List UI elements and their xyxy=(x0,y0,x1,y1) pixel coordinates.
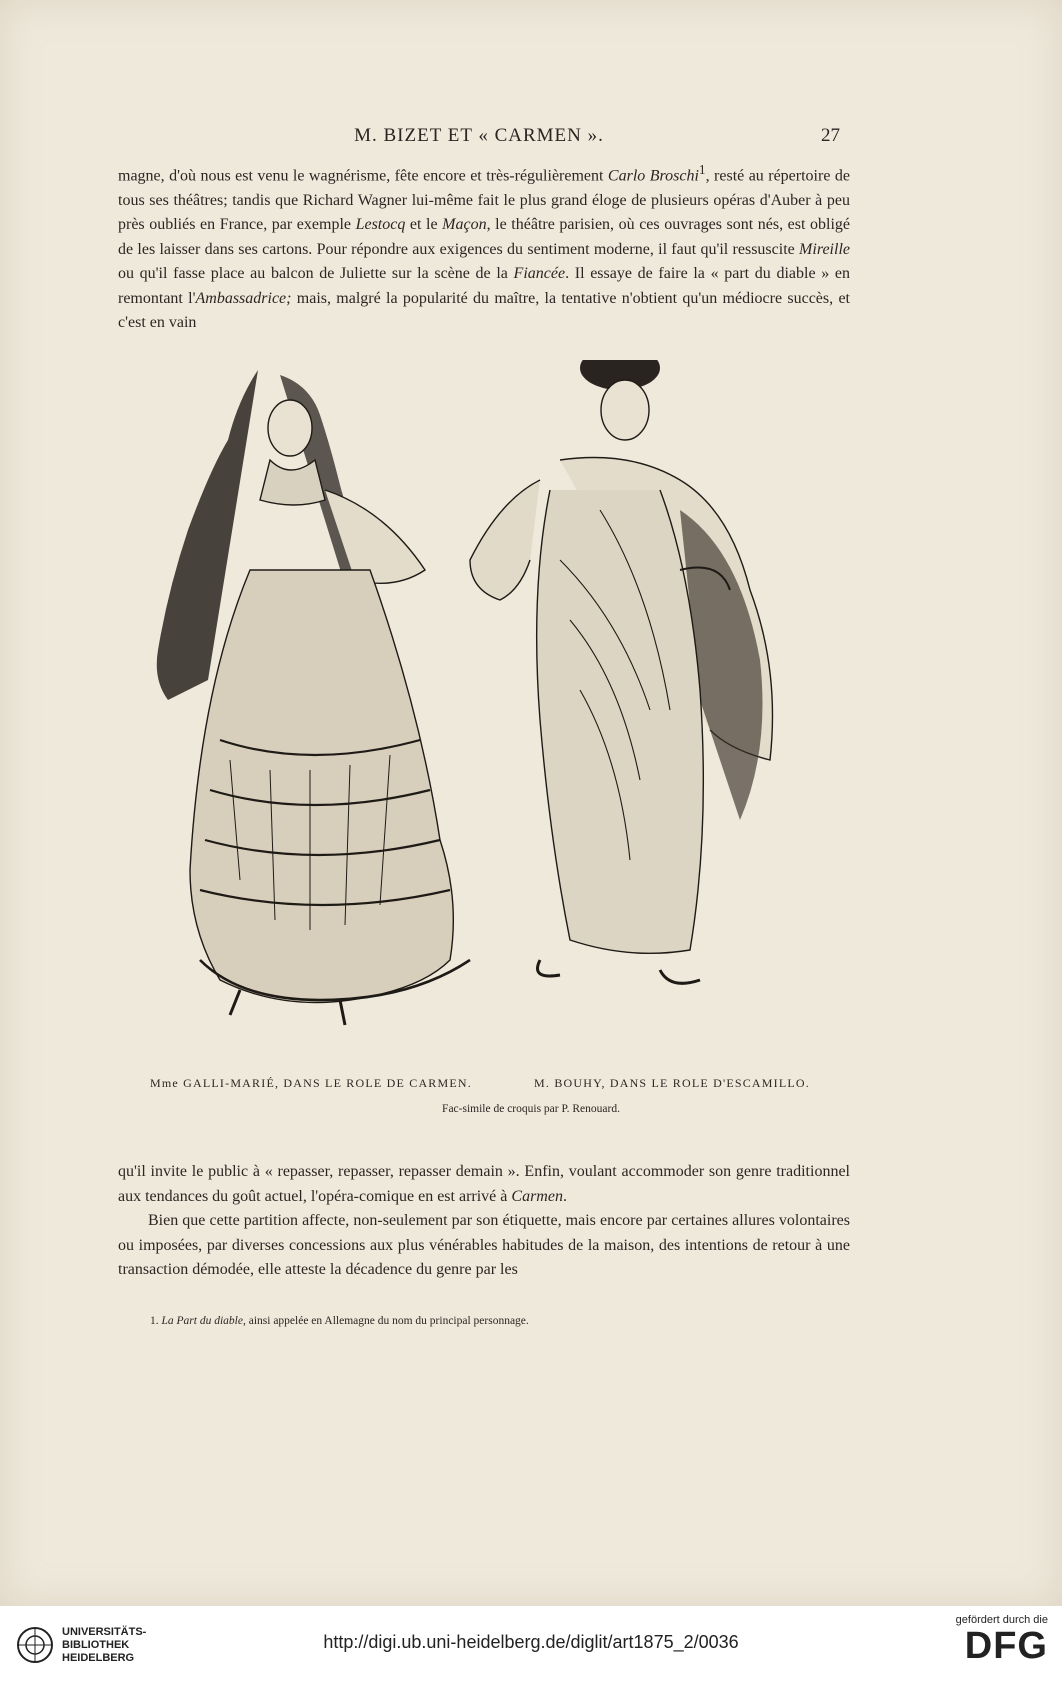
carmen-figure xyxy=(157,370,470,1025)
page-header xyxy=(118,125,840,149)
sponsor-label: gefördert durch die xyxy=(955,1614,1048,1626)
footnote-title: La Part du diable xyxy=(161,1315,243,1327)
italic-title: Maçon xyxy=(442,216,487,234)
text-run: . Il essaye de faire la « part du diable » en remontant l' xyxy=(118,265,850,307)
page-number: 27 xyxy=(821,125,840,146)
text-run: et le xyxy=(405,216,443,234)
illustration xyxy=(140,360,840,1060)
italic-title: Fiancée xyxy=(513,265,566,283)
paragraph-2 xyxy=(118,1160,850,1209)
figures-sketch xyxy=(140,360,840,1060)
paragraph-1 xyxy=(118,158,850,336)
institution-line: BIBLIOTHEK xyxy=(62,1639,130,1651)
italic-title: Mireille xyxy=(799,240,850,258)
text-run: ou qu'il fasse place au balcon de Juliette sur la scène de la xyxy=(118,265,514,283)
caption-escamillo: M. BOUHY, DANS LE ROLE D'ESCAMILLO. xyxy=(534,1076,810,1090)
dfg-logo: DFG xyxy=(964,1625,1048,1667)
text-run: qu'il invite le public à « repasser, repasser, repasser demain ». Enfin, voulant accommoder son genre traditionnel aux tendances du goût actuel, l'opéra-comique en est arrivé à xyxy=(118,1163,850,1205)
text-run: , le théâtre parisien, où ces ouvrages sont nés, est obligé de les laisser dans ses cartons. Pour répondre aux exigences du sentiment moderne, il faut qu'il ressuscite xyxy=(118,216,851,258)
italic-title: Carmen xyxy=(511,1187,563,1205)
footnote-marker: 1 xyxy=(698,162,706,177)
institution-line: HEIDELBERG xyxy=(62,1652,135,1664)
italic-title: Lestocq xyxy=(355,216,406,234)
italic-title: Carlo Broschi xyxy=(607,167,699,185)
italic-title: Ambassadrice; xyxy=(195,289,292,307)
caption-carmen: Mme GALLI-MARIÉ, DANS LE ROLE DE CARMEN. xyxy=(150,1076,472,1090)
figure-credit: Fac-simile de croquis par P. Renouard. xyxy=(442,1103,620,1115)
footnote xyxy=(150,1315,529,1327)
escamillo-figure xyxy=(470,360,773,983)
text-run: , resté au répertoire de tous ses théâtres; tandis que Richard Wagner lui-même fait le plus grand éloge de plusieurs opéras d'Auber à peu près oubliés en France, par exemple xyxy=(118,167,850,234)
viewer-footer xyxy=(0,1606,1062,1683)
text-run: . xyxy=(562,1187,567,1205)
institution-line: UNIVERSITÄTS- xyxy=(62,1626,147,1638)
running-title: M. BIZET ET « CARMEN ». xyxy=(354,125,604,146)
sponsor-block xyxy=(956,1614,1048,1666)
footnote-text: , ainsi appelée en Allemagne du nom du principal personnage. xyxy=(242,1315,529,1327)
text-run: magne, d'où nous est venu le wagnérisme, fête encore et très-régulièrement xyxy=(118,167,608,185)
footnote-number: 1. xyxy=(150,1315,159,1327)
text-run: mais, malgré la popularité du maître, la tentative n'obtient qu'un médiocre succès, et c'est en vain xyxy=(118,289,850,332)
permalink-url[interactable]: http://digi.ub.uni-heidelberg.de/diglit/art1875_2/0036 xyxy=(323,1632,739,1652)
paragraph-3: Bien que cette partition affecte, non-seulement par son étiquette, mais encore par certaines allures volontaires ou imposées, par diverses concessions aux plus vénérables habitudes de la maison, des intentions de retour à une transaction démodée, elle atteste la décadence du genre par les xyxy=(118,1212,850,1278)
